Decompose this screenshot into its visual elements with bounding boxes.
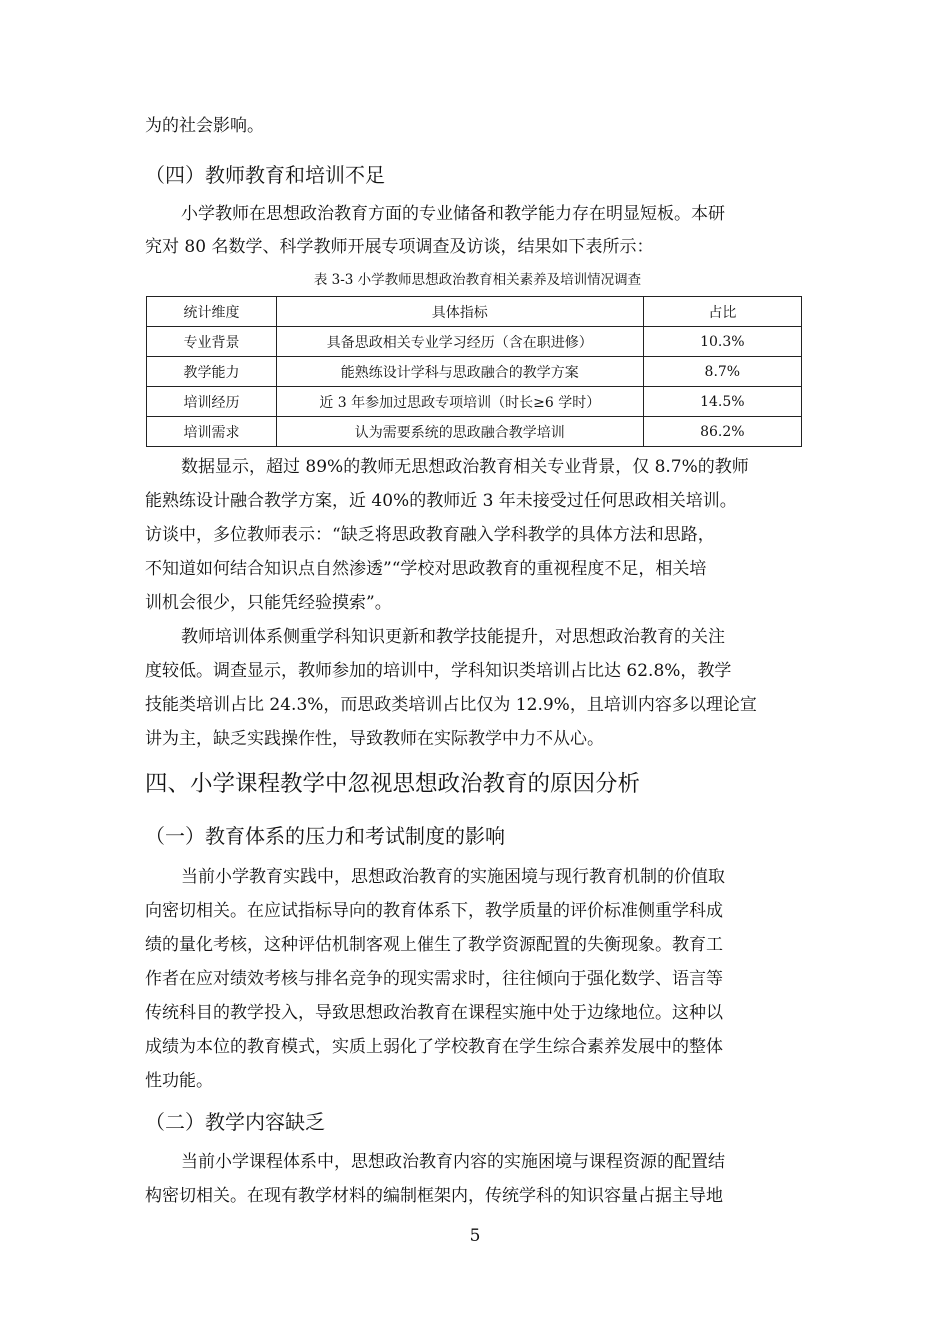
section-heading-teacher-training: （四）教师教育和培训不足	[145, 163, 385, 187]
table-caption: 表 3-3 小学教师思想政治教育相关素养及培训情况调查	[313, 272, 642, 288]
table-cell: 8.7%	[643, 357, 801, 387]
table-cell: 认为需要系统的思政融合教学培训	[276, 417, 643, 447]
paragraph-line: 能熟练设计融合教学方案，近 40%的教师近 3 年未接受过任何思政相关培训。	[145, 491, 737, 511]
table-header-row	[147, 297, 802, 327]
table-header-cell: 具体指标	[276, 297, 643, 327]
paragraph-line: 讲为主，缺乏实践操作性，导致教师在实际教学中力不从心。	[145, 729, 604, 749]
paragraph-line: 当前小学课程体系中，思想政治教育内容的实施困境与课程资源的配置结	[181, 1152, 725, 1172]
paragraph-line: 构密切相关。在现有教学材料的编制框架内，传统学科的知识容量占据主导地	[145, 1186, 723, 1206]
paragraph-line: 性功能。	[145, 1071, 213, 1091]
paragraph-line: 教师培训体系侧重学科知识更新和教学技能提升，对思想政治教育的关注	[181, 627, 725, 647]
paragraph-line: 数据显示，超过 89%的教师无思想政治教育相关专业背景，仅 8.7%的教师	[181, 457, 749, 477]
table-cell: 培训经历	[147, 387, 277, 417]
table-header-cell: 占比	[643, 297, 801, 327]
paragraph-line: 绩的量化考核，这种评估机制客观上催生了教学资源配置的失衡现象。教育工	[145, 935, 723, 955]
paragraph-line: 成绩为本位的教育模式，实质上弱化了学校教育在学生综合素养发展中的整体	[145, 1037, 723, 1057]
paragraph-line: 访谈中，多位教师表示：“缺乏将思政教育融入学科教学的具体方法和思路，	[145, 525, 715, 545]
table-row	[147, 417, 802, 447]
paragraph-line: 训机会很少，只能凭经验摸索”。	[145, 593, 392, 613]
table-cell: 专业背景	[147, 327, 277, 357]
paragraph-line: 作者在应对绩效考核与排名竞争的现实需求时，往往倾向于强化数学、语言等	[145, 969, 723, 989]
paragraph-line: 向密切相关。在应试指标导向的教育体系下，教学质量的评价标准侧重学科成	[145, 901, 723, 921]
paragraph-line: 究对 80 名数学、科学教师开展专项调查及访谈，结果如下表所示：	[145, 237, 654, 257]
table-cell: 86.2%	[643, 417, 801, 447]
paragraph-line: 传统科目的教学投入，导致思想政治教育在课程实施中处于边缘地位。这种以	[145, 1003, 723, 1023]
table-cell: 能熟练设计学科与思政融合的教学方案	[276, 357, 643, 387]
table-cell: 14.5%	[643, 387, 801, 417]
page-number: 5	[469, 1226, 481, 1246]
section-heading-exam-pressure: （一）教育体系的压力和考试制度的影响	[145, 824, 505, 848]
table-header-cell: 统计维度	[147, 297, 277, 327]
paragraph-line: 小学教师在思想政治教育方面的专业储备和教学能力存在明显短板。本研	[181, 204, 725, 224]
table-cell: 近 3 年参加过思政专项培训（时长≥6 学时）	[276, 387, 643, 417]
paragraph-line: 度较低。调查显示，教师参加的培训中，学科知识类培训占比达 62.8%，教学	[145, 661, 732, 681]
survey-table	[146, 296, 802, 447]
table-cell: 10.3%	[643, 327, 801, 357]
section-heading-content-lacking: （二）教学内容缺乏	[145, 1110, 325, 1134]
paragraph-line: 当前小学教育实践中，思想政治教育的实施困境与现行教育机制的价值取	[181, 867, 725, 887]
table-cell: 培训需求	[147, 417, 277, 447]
chapter-heading: 四、小学课程教学中忽视思想政治教育的原因分析	[145, 771, 641, 797]
table-row	[147, 327, 802, 357]
table-row	[147, 387, 802, 417]
continuation-line: 为的社会影响。	[145, 116, 264, 136]
table-row	[147, 357, 802, 387]
table-cell: 具备思政相关专业学习经历（含在职进修）	[276, 327, 643, 357]
paragraph-line: 不知道如何结合知识点自然渗透”“学校对思政教育的重视程度不足，相关培	[145, 559, 707, 579]
table-cell: 教学能力	[147, 357, 277, 387]
paragraph-line: 技能类培训占比 24.3%，而思政类培训占比仅为 12.9%，且培训内容多以理论宣	[145, 695, 757, 715]
